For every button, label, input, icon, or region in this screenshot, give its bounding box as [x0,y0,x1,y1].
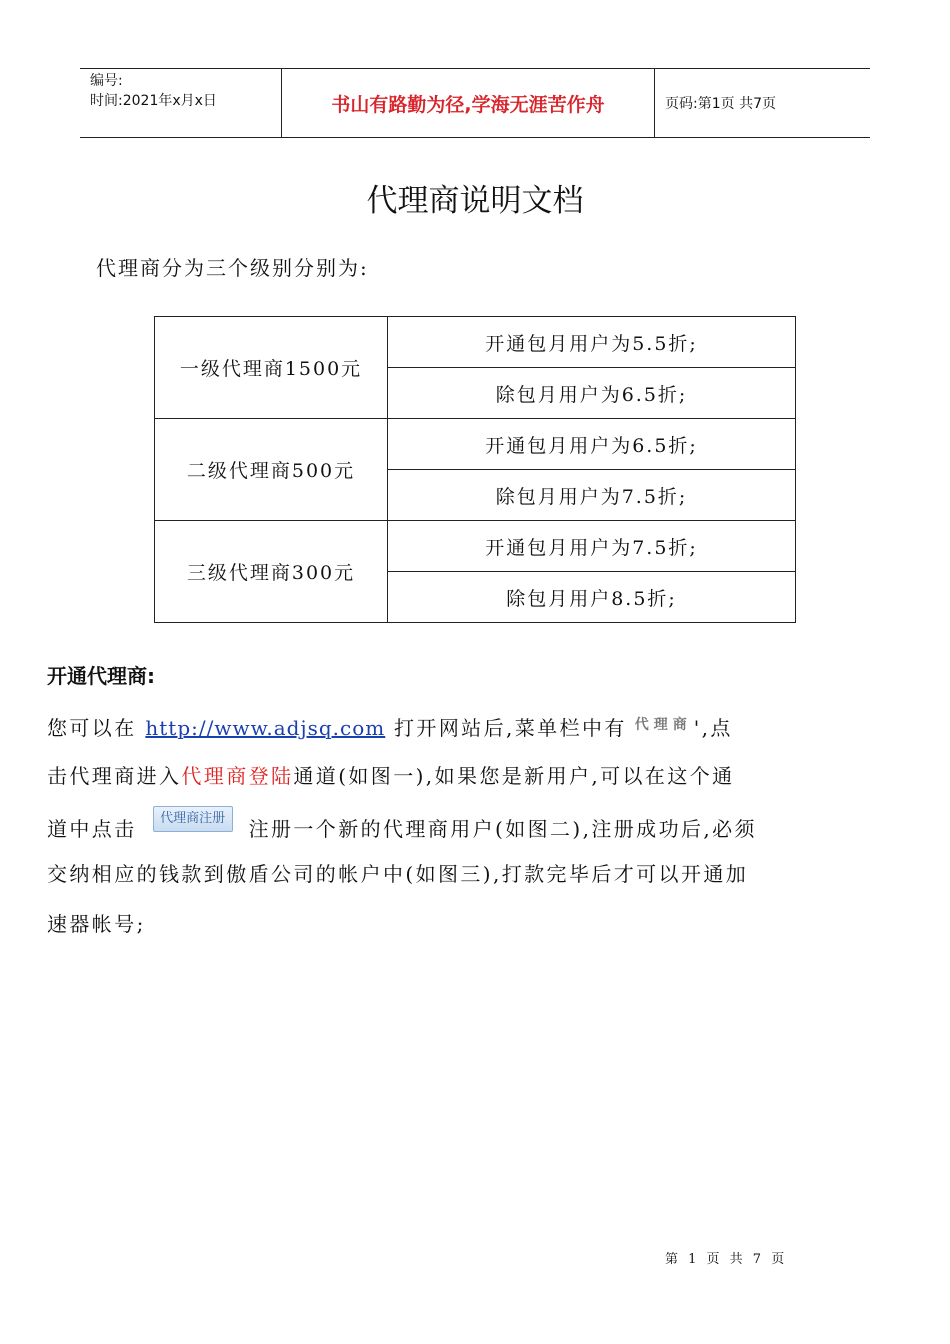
agent-login-text: 代理商登陆 [181,764,294,788]
body-line-5: 速器帐号; [47,912,146,936]
menu-tag-image: 代理商 [634,717,692,733]
body-text: ',点 [693,716,733,740]
level-name: 二级代理商500元 [155,419,388,521]
table-row [155,521,796,572]
body-text: 通道(如图一),如果您是新用户,可以在这个通 [293,764,735,788]
agent-levels-table [154,316,796,623]
level-rule: 开通包月用户为5.5折; [388,317,796,368]
body-text: 打开网站后,菜单栏中有 [394,716,627,740]
level-rule: 除包月用户8.5折; [388,572,796,623]
body-text: 击代理商进入 [47,764,182,788]
level-name: 三级代理商300元 [155,521,388,623]
website-link[interactable]: http://www.adjsq.com [145,716,386,740]
table-row [155,317,796,368]
header-motto: 书山有路勤为径,学海无涯苦作舟 [282,69,655,137]
header-number: 编号: [90,73,123,89]
intro-text: 代理商分为三个级别分别为: [96,256,369,280]
body-line-1 [47,712,905,741]
level-name: 一级代理商1500元 [155,317,388,419]
header-meta [80,69,282,137]
document-title: 代理商说明文档 [366,183,584,219]
body-text: 注册一个新的代理商用户(如图二),注册成功后,必须 [248,817,757,841]
body-text: 您可以在 [47,716,137,740]
section-heading: 开通代理商: [47,664,155,688]
body-line-3 [47,806,905,842]
table-row [155,419,796,470]
body-line-4: 交纳相应的钱款到傲盾公司的帐户中(如图三),打款完毕后才可以开通加 [47,862,749,886]
header-page-number: 页码:第1页 共7页 [665,96,776,112]
level-rule: 除包月用户为6.5折; [388,368,796,419]
document-header [80,68,870,138]
level-rule: 开通包月用户为6.5折; [388,419,796,470]
level-rule: 开通包月用户为7.5折; [388,521,796,572]
page-footer: 第 1 页 共 7 页 [665,1252,788,1267]
body-text: 道中点击 [47,817,137,841]
body-line-2 [47,760,905,789]
agent-register-button[interactable]: 代理商注册 [153,806,233,832]
header-time: 时间:2021年x月x日 [90,93,217,109]
level-rule: 除包月用户为7.5折; [388,470,796,521]
